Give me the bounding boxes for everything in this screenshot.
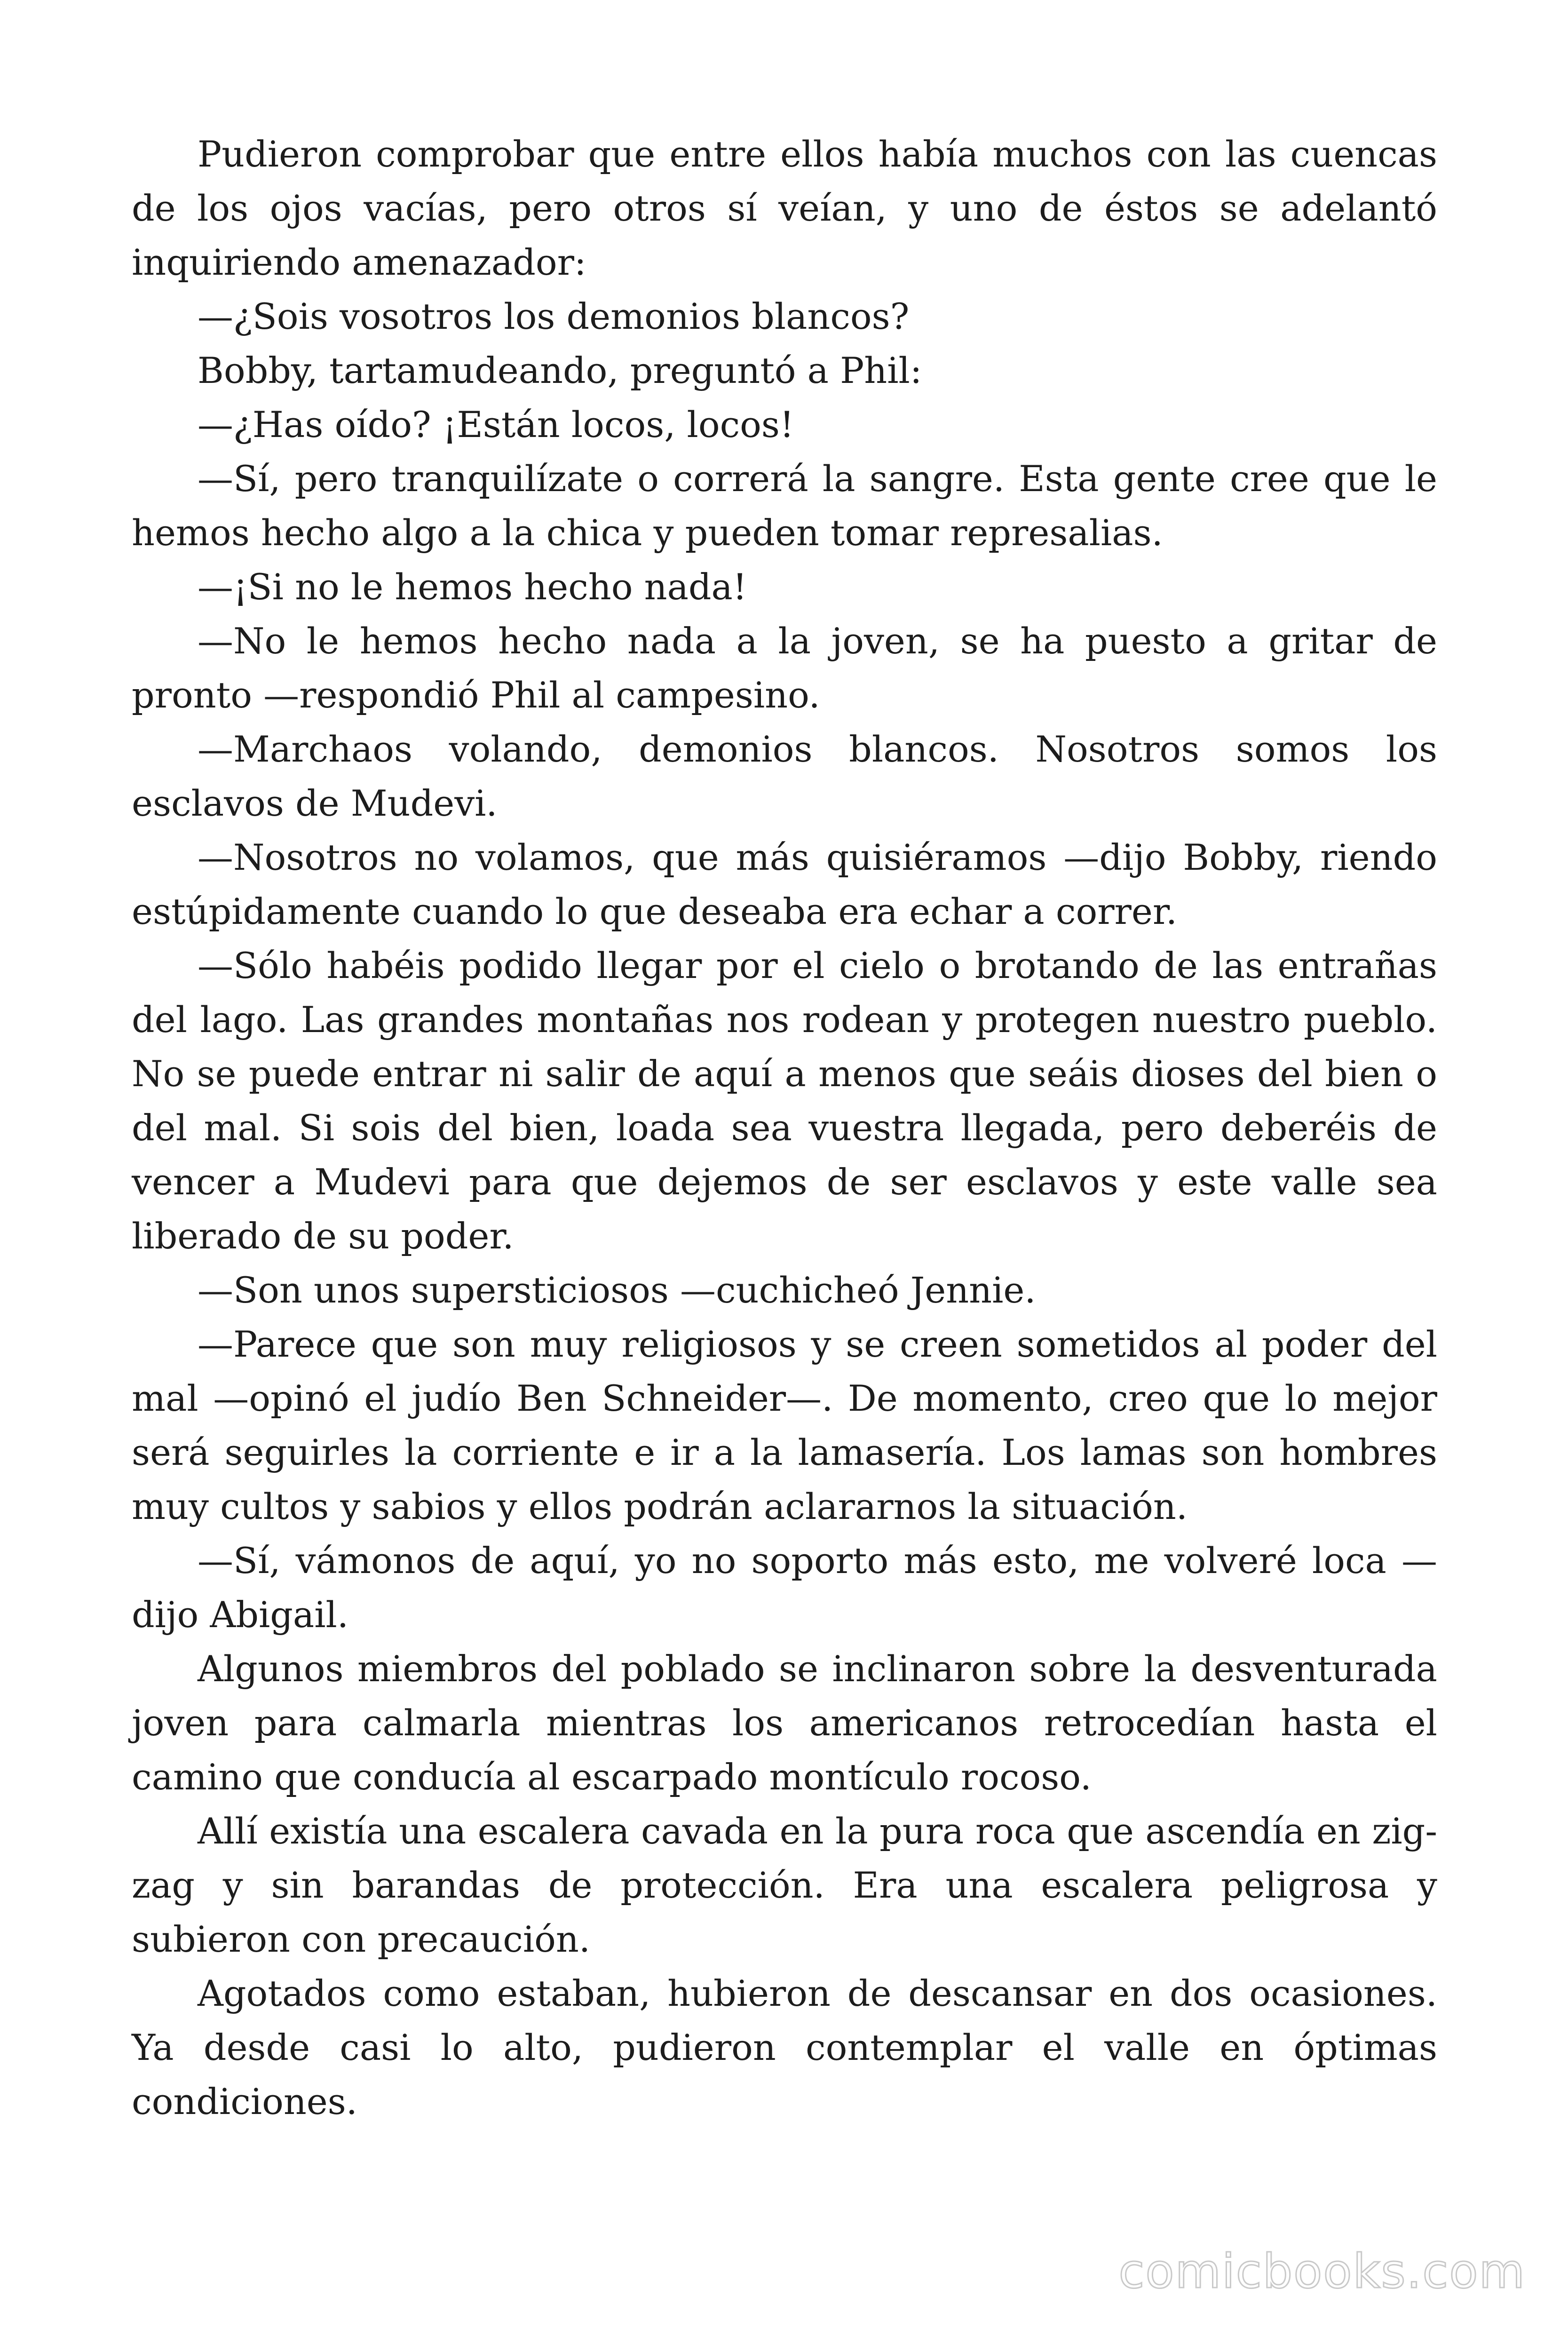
paragraph: —¿Sois vosotros los demonios blancos? [198, 295, 910, 337]
paragraph: Algunos miembros del poblado se inclinaron sobre la desventurada joven para calmarla mientras los americanos retrocedían hasta el camino que conducía al escarpado montículo rocoso. [132, 1648, 1437, 1798]
book-page-text [132, 127, 1437, 2129]
paragraph: —Parece que son muy religiosos y se creen sometidos al poder del mal —opinó el judío Ben Schneider—. De momento, creo que lo mejor será seguirles la corriente e ir a la lamasería. Los lamas son hombres muy cultos y sabios y ellos podrán aclararnos la situación. [132, 1323, 1437, 1527]
paragraph: —Marchaos volando, demonios blancos. Nosotros somos los esclavos de Mudevi. [132, 728, 1437, 824]
paragraph: —No le hemos hecho nada a la joven, se ha puesto a gritar de pronto —respondió Phil al campesino. [132, 620, 1437, 716]
paragraph: —¡Si no le hemos hecho nada! [198, 566, 747, 608]
paragraph: —Sí, pero tranquilízate o correrá la sangre. Esta gente cree que le hemos hecho algo a la chica y pueden tomar represalias. [132, 458, 1437, 554]
paragraph: Agotados como estaban, hubieron de descansar en dos ocasiones. Ya desde casi lo alto, pudieron contemplar el valle en óptimas condiciones. [132, 1972, 1437, 2122]
paragraph: Pudieron comprobar que entre ellos había muchos con las cuencas de los ojos vacías, pero otros sí veían, y uno de éstos se adelantó inquiriendo amenazador: [132, 133, 1437, 283]
paragraph: Allí existía una escalera cavada en la pura roca que ascendía en zig-zag y sin barandas de protección. Era una escalera peligrosa y subieron con precaución. [132, 1810, 1437, 1960]
paragraph: —Sólo habéis podido llegar por el cielo o brotando de las entrañas del lago. Las grandes montañas nos rodean y protegen nuestro pueblo. No se puede entrar ni salir de aquí a menos que seáis dioses del bien o del mal. Si sois del bien, loada sea vuestra llegada, pero deberéis de vencer a Mudevi para que dejemos de ser esclavos y este valle sea liberado de su poder. [132, 945, 1437, 1257]
watermark: comicbooks.com [1118, 2244, 1526, 2299]
paragraph: —¿Has oído? ¡Están locos, locos! [198, 404, 794, 445]
paragraph: —Son unos supersticiosos —cuchicheó Jennie. [198, 1269, 1036, 1311]
paragraph: —Nosotros no volamos, que más quisiéramos —dijo Bobby, riendo estúpidamente cuando lo que deseaba era echar a correr. [132, 836, 1437, 932]
paragraph: —Sí, vámonos de aquí, yo no soporto más esto, me volveré loca —dijo Abigail. [132, 1540, 1437, 1636]
paragraph: Bobby, tartamudeando, preguntó a Phil: [198, 350, 922, 391]
